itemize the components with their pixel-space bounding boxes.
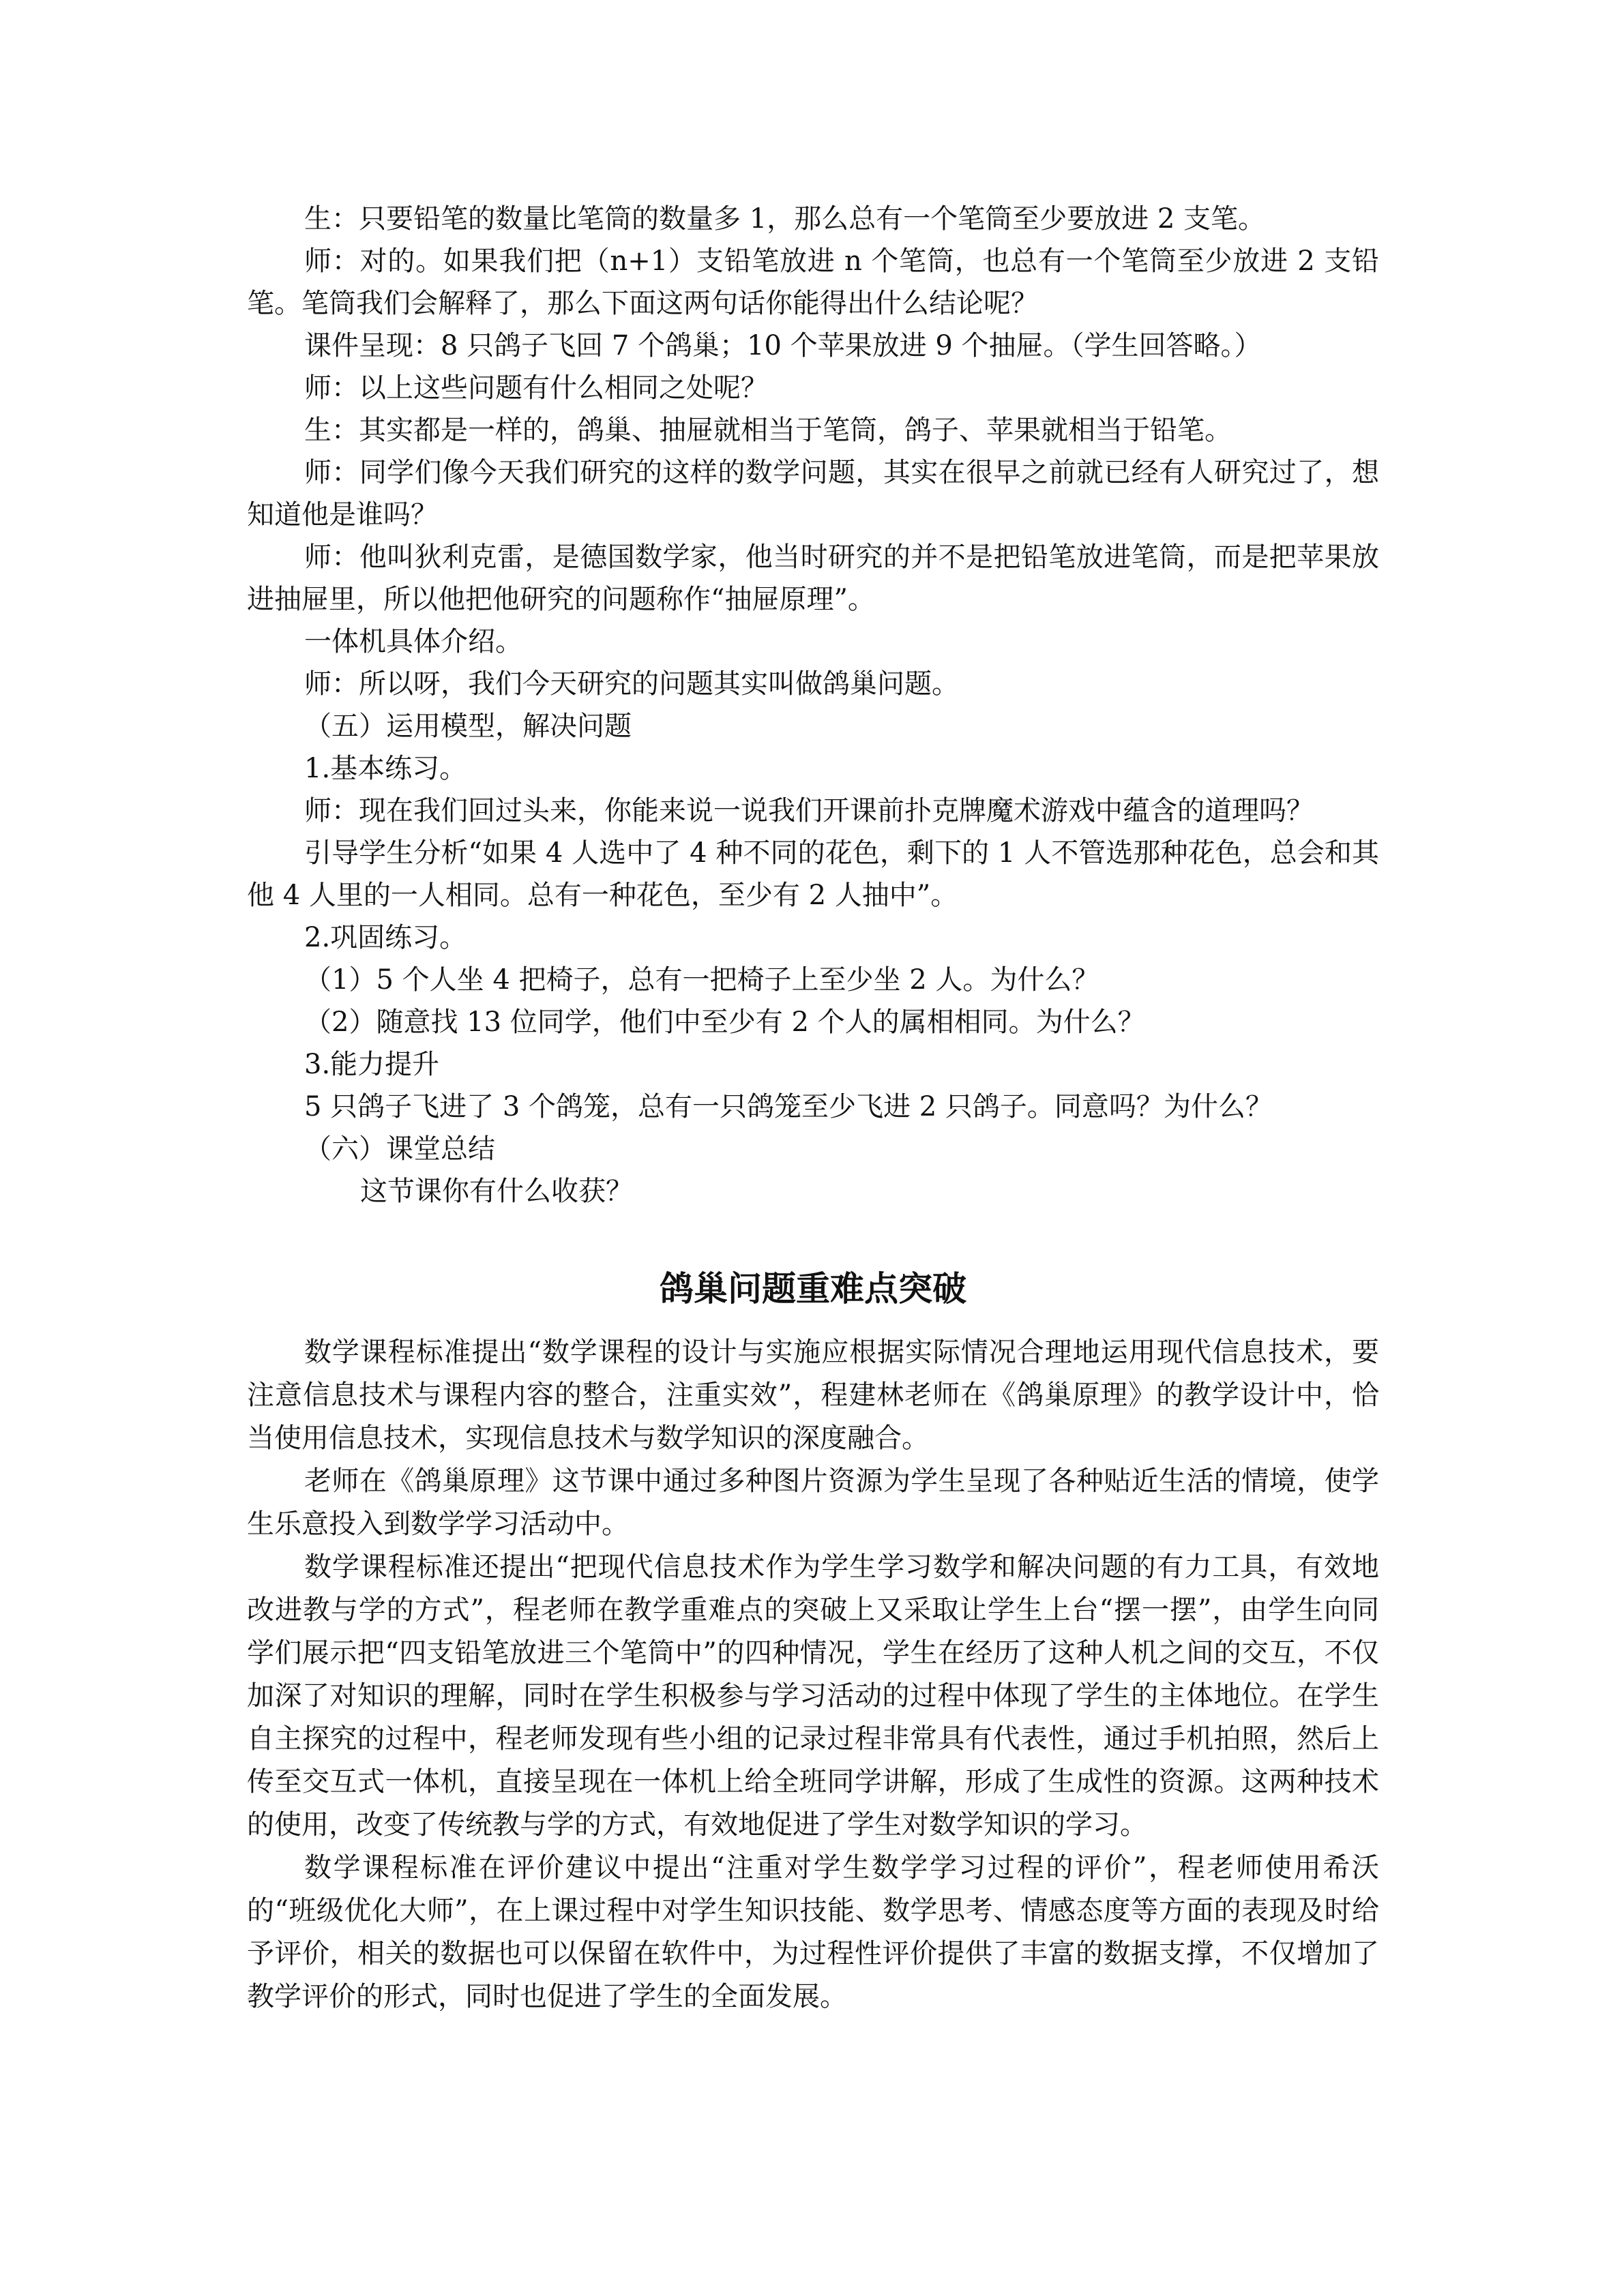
paragraph: 引导学生分析“如果 4 人选中了 4 种不同的花色，剩下的 1 人不管选那种花色，总会和其他 4 人里的一人相同。总有一种花色，至少有 2 人抽中”。 bbox=[247, 837, 1379, 911]
paragraph: 师：以上这些问题有什么相同之处呢？ bbox=[304, 372, 768, 404]
paragraph: 师：所以呀，我们今天研究的问题其实叫做鸽巢问题。 bbox=[304, 668, 959, 700]
lesson-dialogue-section bbox=[247, 198, 1379, 1212]
paragraph: 2.巩固练习。 bbox=[304, 922, 467, 953]
paragraph: 5 只鸽子飞进了 3 个鸽笼，总有一只鸽笼至少飞进 2 只鸽子。同意吗？为什么？ bbox=[304, 1091, 1273, 1122]
paragraph: 数学课程标准还提出“把现代信息技术作为学生学习数学和解决问题的有力工具，有效地改进教与学的方式”，程老师在教学重难点的突破上又采取让学生上台“摆一摆”，由学生向同学们展示把“四支铅笔放进三个笔筒中”的四种情况，学生在经历了这种人机之间的交互，不仅加深了对知识的理解，同时在学生积极参与学习活动的过程中体现了学生的主体地位。在学生自主探究的过程中，程老师发现有些小组的记录过程非常具有代表性，通过手机拍照，然后上传至交互式一体机，直接呈现在一体机上给全班同学讲解，形成了生成性的资源。这两种技术的使用，改变了传统教与学的方式，有效地促进了学生对数学知识的学习。 bbox=[247, 1551, 1379, 1840]
paragraph: （五）运用模型，解决问题 bbox=[304, 711, 632, 742]
paragraph: （1）5 个人坐 4 把椅子，总有一把椅子上至少坐 2 人。为什么？ bbox=[304, 964, 1099, 996]
paragraph: 师：他叫狄利克雷，是德国数学家，他当时研究的并不是把铅笔放进笔筒，而是把苹果放进抽屉里，所以他把他研究的问题称作“抽屉原理”。 bbox=[247, 541, 1379, 615]
paragraph: 3.能力提升 bbox=[304, 1049, 440, 1080]
paragraph: 课件呈现：8 只鸽子飞回 7 个鸽巢；10 个苹果放进 9 个抽屉。（学生回答略。） bbox=[304, 330, 1262, 361]
paragraph: 1.基本练习。 bbox=[304, 753, 467, 784]
commentary-section bbox=[247, 1331, 1379, 2018]
paragraph: 老师在《鸽巢原理》这节课中通过多种图片资源为学生呈现了各种贴近生活的情境，使学生乐意投入到数学学习活动中。 bbox=[247, 1465, 1379, 1540]
paragraph: 数学课程标准提出“数学课程的设计与实施应根据实际情况合理地运用现代信息技术，要注意信息技术与课程内容的整合，注重实效”，程建林老师在《鸽巢原理》的教学设计中，恰当使用信息技术，实现信息技术与数学知识的深度融合。 bbox=[247, 1337, 1379, 1454]
paragraph: 生：其实都是一样的，鸽巢、抽屉就相当于笔筒，鸽子、苹果就相当于铅笔。 bbox=[304, 415, 1232, 446]
paragraph: 师：同学们像今天我们研究的这样的数学问题，其实在很早之前就已经有人研究过了，想知道他是谁吗？ bbox=[247, 457, 1379, 531]
paragraph: 师：对的。如果我们把（n+1）支铅笔放进 n 个笔筒，也总有一个笔筒至少放进 2 支铅笔。笔筒我们会解释了，那么下面这两句话你能得出什么结论呢？ bbox=[247, 245, 1379, 319]
paragraph: （2）随意找 13 位同学，他们中至少有 2 个人的属相相同。为什么？ bbox=[304, 1007, 1145, 1038]
document-body bbox=[247, 198, 1379, 2018]
paragraph: （六）课堂总结 bbox=[304, 1133, 495, 1165]
section-title: 鸽巢问题重难点突破 bbox=[660, 1269, 966, 1309]
paragraph: 一体机具体介绍。 bbox=[304, 626, 522, 657]
paragraph: 生：只要铅笔的数量比笔筒的数量多 1，那么总有一个笔筒至少要放进 2 支笔。 bbox=[304, 203, 1266, 235]
paragraph: 师：现在我们回过头来，你能来说一说我们开课前扑克牌魔术游戏中蕴含的道理吗？ bbox=[304, 795, 1314, 826]
paragraph: 数学课程标准在评价建议中提出“注重对学生数学学习过程的评价”，程老师使用希沃的“班级优化大师”，在上课过程中对学生知识技能、数学思考、情感态度等方面的表现及时给予评价，相关的数据也可以保留在软件中，为过程性评价提供了丰富的数据支撑，不仅增加了教学评价的形式，同时也促进了学生的全面发展。 bbox=[247, 1852, 1379, 2012]
paragraph: 这节课你有什么收获？ bbox=[360, 1176, 633, 1207]
